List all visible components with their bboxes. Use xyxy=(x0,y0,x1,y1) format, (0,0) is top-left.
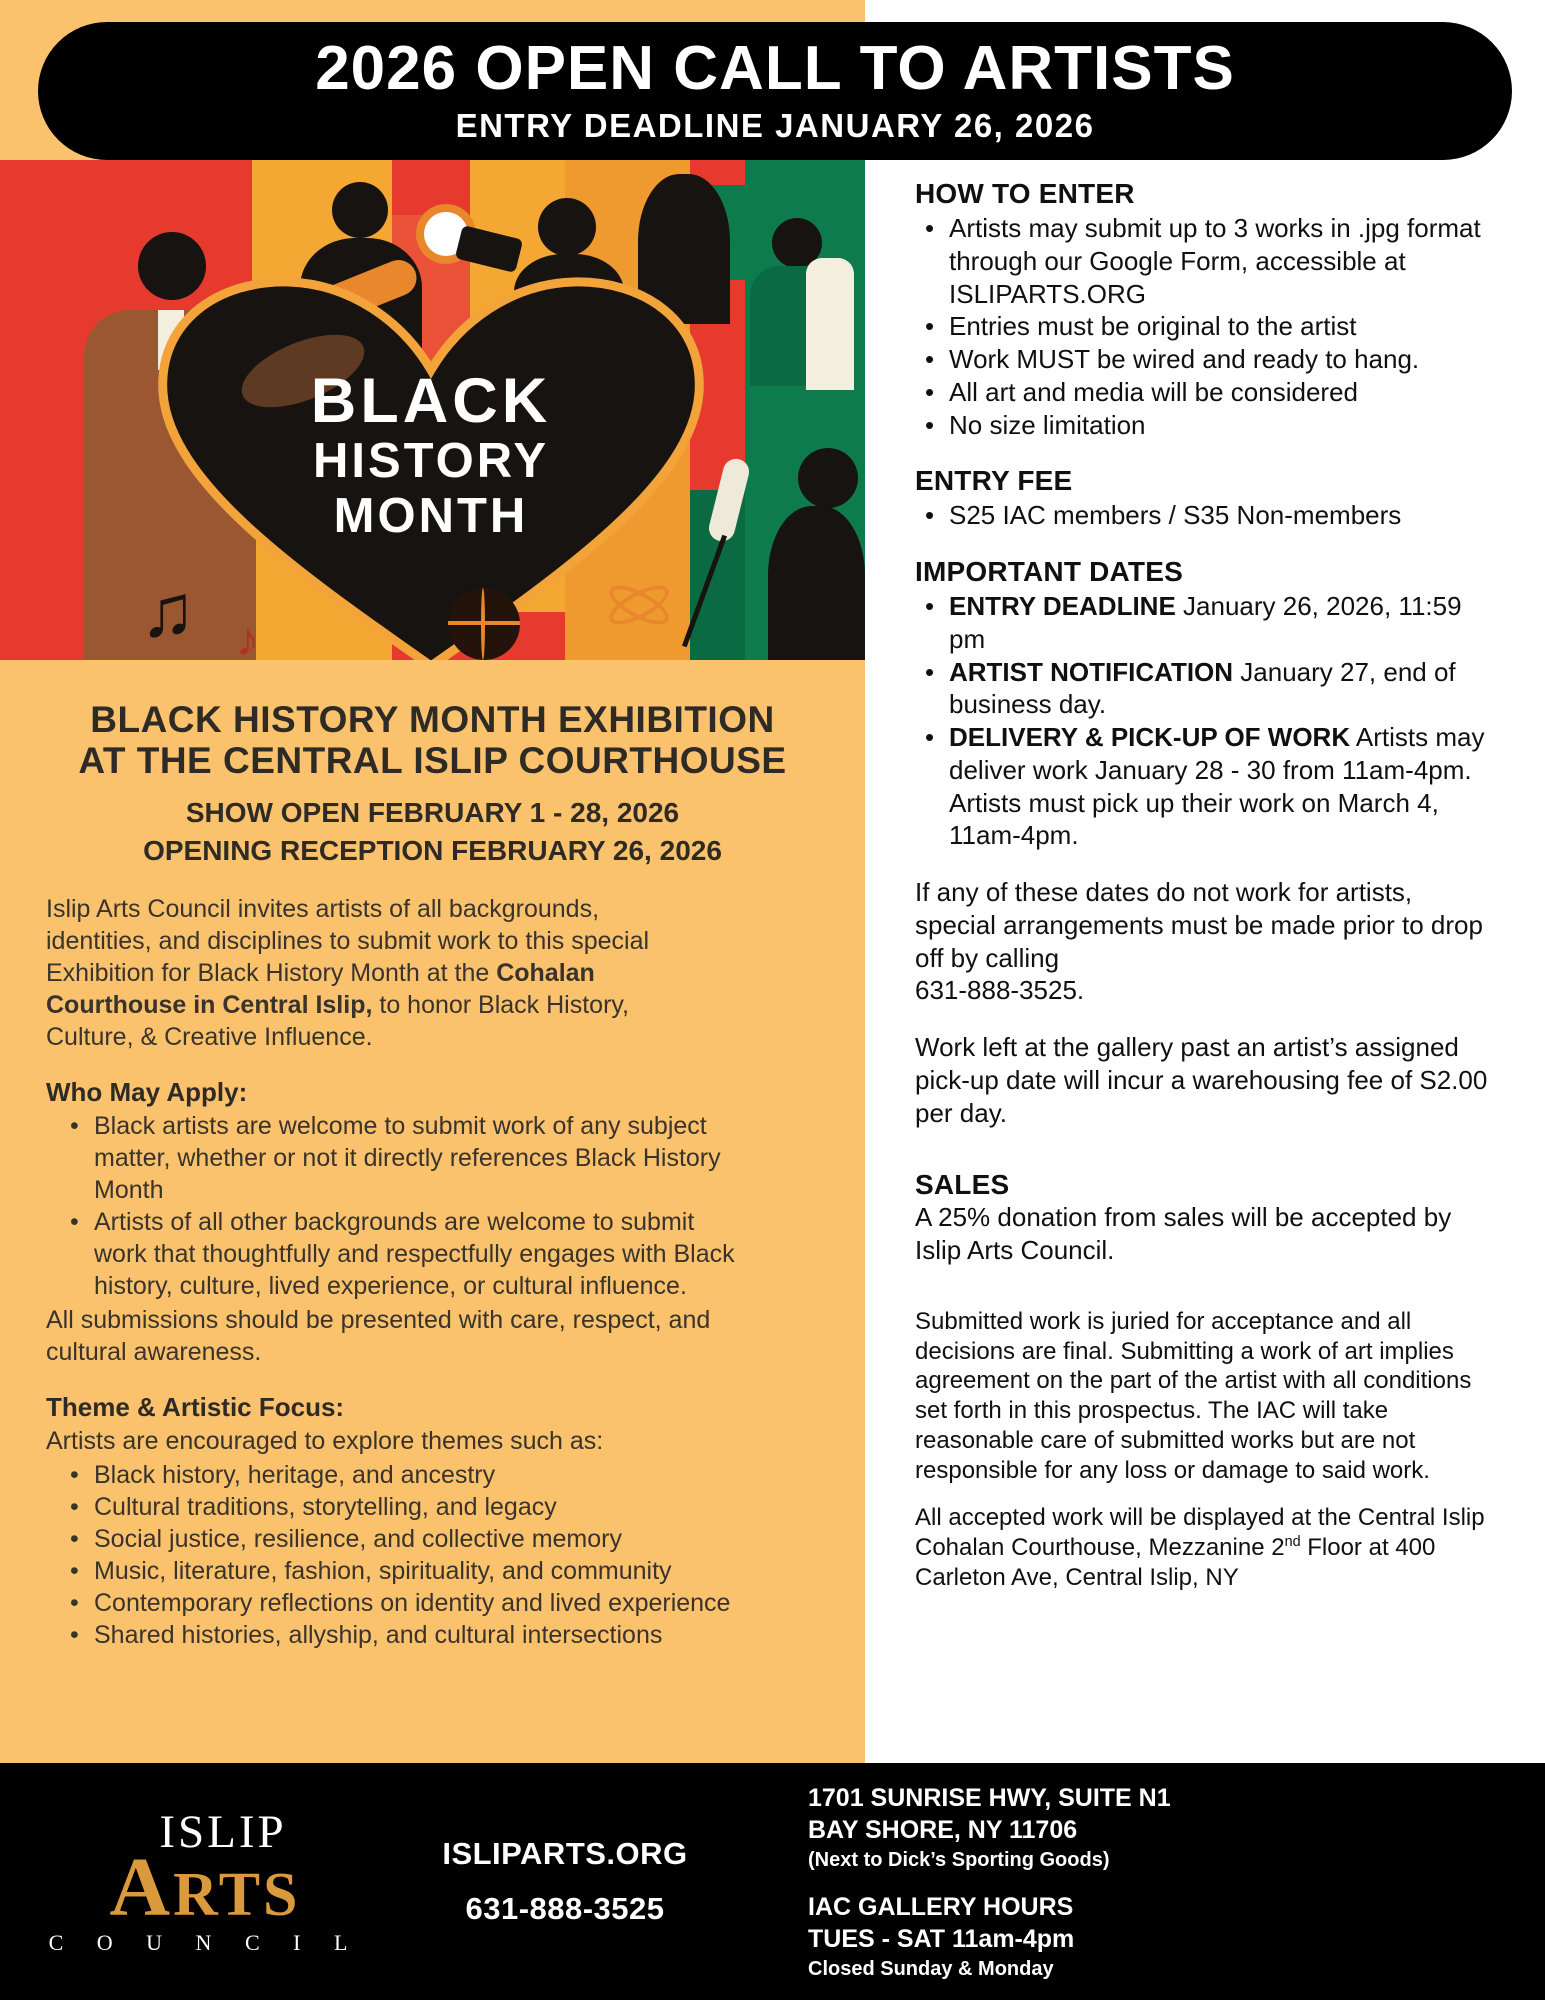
silhouette-singer-icon xyxy=(768,506,865,660)
entry-fee-heading: ENTRY FEE xyxy=(915,465,1073,497)
date-label: DELIVERY & PICK-UP OF WORK xyxy=(949,722,1351,752)
silhouette-head-icon xyxy=(332,182,388,238)
heart-shape xyxy=(148,272,714,660)
gallery-closed-note: Closed Sunday & Monday xyxy=(808,1957,1054,1980)
islip-arts-council-logo xyxy=(0,1806,410,1955)
entry-fee-amount: • S25 IAC members / S35 Non-members xyxy=(915,499,1497,532)
list-item: • Work MUST be wired and ready to hang. xyxy=(915,343,1497,376)
footer xyxy=(0,1763,1545,2000)
logo-islip-text: ISLIP xyxy=(159,1806,287,1858)
silhouette-head-icon xyxy=(538,198,596,256)
left-column-content xyxy=(0,672,865,1651)
address-line2: BAY SHORE, NY 11706 xyxy=(808,1816,1078,1844)
music-note-icon: ♪ xyxy=(236,613,259,660)
how-to-enter-heading: HOW TO ENTER xyxy=(915,178,1135,209)
list-item: • Artists may submit up to 3 works in .jpg format through our Google Form, accessible at ISLIPARTS.ORG xyxy=(915,212,1497,310)
theme-list xyxy=(64,1459,745,1651)
ordinal-superscript: nd xyxy=(1284,1534,1301,1550)
list-item: • Social justice, resilience, and collective memory xyxy=(64,1523,745,1555)
important-dates-heading: IMPORTANT DATES xyxy=(915,556,1183,587)
logo-arts-text xyxy=(0,1841,410,1934)
date-value: January 27, end of business day. xyxy=(949,656,1456,720)
date-value: Artists may deliver work January 28 - 30 from 11am-4pm. Artists must pick up their work on March 4, 11am-4pm. xyxy=(949,722,1485,851)
who-may-apply-heading: Who May Apply: xyxy=(46,1077,248,1108)
how-to-enter-list xyxy=(915,212,1497,441)
list-item: • Music, literature, fashion, spirituality, and community xyxy=(64,1555,745,1587)
list-item xyxy=(915,590,1497,656)
theme-intro: Artists are encouraged to explore themes such as: xyxy=(46,1427,604,1456)
page-title: 2026 OPEN CALL TO ARTISTS xyxy=(315,33,1235,103)
heart-caption-line3: MONTH xyxy=(333,489,529,544)
basketball-icon xyxy=(448,588,520,660)
intro-text: Islip Arts Council invites artists of all backgrounds, identities, and disciplines to submit work to this special Exhibition for Black History Month at the xyxy=(46,895,650,988)
list-item: • All art and media will be considered xyxy=(915,376,1497,409)
silhouette-head-icon xyxy=(798,448,858,508)
logo-arts-rest: RTS xyxy=(173,1861,301,1929)
heart-caption-line1: BLACK xyxy=(310,366,552,436)
list-item: • Artists of all other backgrounds are welcome to submit work that thoughtfully and respectfully engages with Black history, culture, lived experience, or cultural influence. xyxy=(64,1206,745,1302)
exhibition-title xyxy=(0,672,865,781)
date-label: ENTRY DEADLINE xyxy=(949,591,1176,621)
heart-caption xyxy=(148,368,714,544)
list-item: • Entries must be original to the artist xyxy=(915,310,1497,343)
arrangements-phone: 631-888-3525. xyxy=(915,975,1085,1006)
footer-contact xyxy=(410,1827,720,1936)
list-item: • Cultural traditions, storytelling, and legacy xyxy=(64,1491,745,1523)
footer-website: ISLIPARTS.ORG xyxy=(442,1836,688,1872)
jury-terms-paragraph: Submitted work is juried for acceptance and all decisions are final. Submitting a work of art implies agreement on the part of the artist with all conditions set forth in this prospectus. The IAC will take reasonable care of submitted works but are not responsible for any loss or damage to said work. xyxy=(915,1307,1472,1484)
special-arrangements-paragraph: If any of these dates do not work for artists, special arrangements must be made prior to drop off by calling xyxy=(915,877,1483,973)
basketball-line xyxy=(481,588,485,660)
footer-phone: 631-888-3525 xyxy=(465,1890,665,1926)
important-dates-list xyxy=(915,590,1497,852)
intro-bold-venue: Cohalan Courthouse in Central Islip, xyxy=(46,959,595,1020)
display-location-text: All accepted work will be displayed at the Central Islip Cohalan Courthouse, Mezzanine 2 xyxy=(915,1504,1485,1561)
sales-paragraph: A 25% donation from sales will be accepted by Islip Arts Council. xyxy=(915,1202,1452,1265)
lab-coat-icon xyxy=(806,258,854,390)
music-note-icon: ♫ xyxy=(140,569,196,652)
address-line1: 1701 SUNRISE HWY, SUITE N1 xyxy=(808,1783,1171,1812)
display-location-text-after: Floor at 400 Carleton Ave, Central Islip, NY xyxy=(915,1534,1436,1591)
exhibition-title-line2: AT THE CENTRAL ISLIP COURTHOUSE xyxy=(78,739,787,781)
show-open-dates: SHOW OPEN FEBRUARY 1 - 28, 2026 xyxy=(185,797,680,829)
list-item: • Black artists are welcome to submit work of any subject matter, whether or not it directly references Black History Month xyxy=(64,1110,745,1206)
right-column-content xyxy=(865,0,1545,1763)
logo-council-text: C O U N C I L xyxy=(48,1930,362,1955)
warehousing-fee-paragraph: Work left at the gallery past an artist’s assigned pick-up date will incur a warehousing fee of S2.00 per day. xyxy=(915,1032,1488,1128)
list-item xyxy=(915,721,1497,852)
entry-deadline-subtitle: ENTRY DEADLINE JANUARY 26, 2026 xyxy=(455,106,1095,144)
list-item: • Contemporary reflections on identity and lived experience xyxy=(64,1587,745,1619)
gallery-hours-heading: IAC GALLERY HOURS xyxy=(808,1892,1074,1921)
display-location-paragraph xyxy=(915,1503,1497,1592)
black-history-month-artwork xyxy=(0,160,865,660)
exhibition-title-line1: BLACK HISTORY MONTH EXHIBITION xyxy=(90,699,775,740)
list-item xyxy=(915,656,1497,722)
logo-big-a: A xyxy=(109,1841,174,1934)
heart-caption-line2: HISTORY xyxy=(312,434,550,489)
gallery-hours-line: TUES - SAT 11am-4pm xyxy=(808,1925,1075,1953)
intro-paragraph xyxy=(46,893,695,1053)
theme-focus-heading: Theme & Artistic Focus: xyxy=(46,1392,345,1423)
list-item: • Black history, heritage, and ancestry xyxy=(64,1459,745,1491)
intro-text-after: to honor Black History, Culture, & Creative Influence. xyxy=(46,991,630,1052)
header-banner xyxy=(38,22,1512,160)
sales-heading: SALES xyxy=(915,1169,1010,1201)
opening-reception-date: OPENING RECEPTION FEBRUARY 26, 2026 xyxy=(143,835,722,867)
date-label: ARTIST NOTIFICATION xyxy=(949,656,1234,687)
who-may-apply-list xyxy=(64,1110,745,1302)
address-note: (Next to Dick’s Sporting Goods) xyxy=(808,1848,1110,1871)
submissions-note: All submissions should be presented with care, respect, and cultural awareness. xyxy=(46,1306,711,1367)
list-item: • Shared histories, allyship, and cultural intersections xyxy=(64,1619,745,1651)
list-item: • No size limitation xyxy=(915,409,1497,442)
footer-address xyxy=(808,1782,1171,1982)
date-value: January 26, 2026, 11:59 pm xyxy=(949,591,1462,654)
